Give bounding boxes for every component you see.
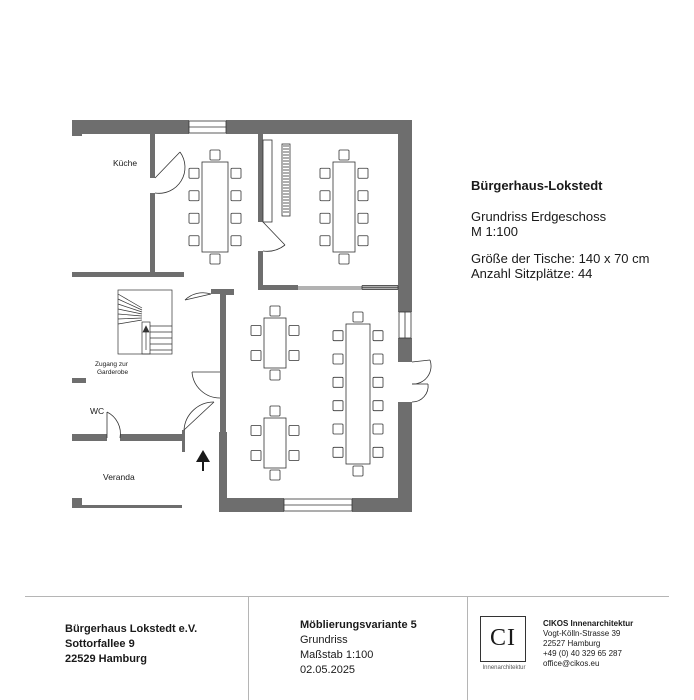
chair: [333, 424, 343, 434]
chair: [358, 236, 368, 246]
footer-client: [65, 622, 197, 667]
door-swing: [263, 245, 285, 251]
wall-segment: [150, 193, 155, 277]
chair: [189, 191, 199, 201]
company-street: Vogt-Kölln-Strasse 39: [543, 629, 621, 638]
chair: [320, 236, 330, 246]
logo-subtitle: Innenarchitektur: [482, 665, 526, 671]
table: [202, 162, 228, 252]
footer-column-divider: [248, 596, 249, 700]
wall-segment: [398, 120, 412, 312]
chair: [353, 466, 363, 476]
footer-divider: [25, 596, 669, 597]
table-size: Größe der Tische: 140 x 70 cm: [471, 251, 650, 266]
chair: [333, 354, 343, 364]
chair: [289, 426, 299, 436]
wall-segment: [398, 338, 412, 362]
chair: [231, 168, 241, 178]
wall-segment: [72, 120, 189, 134]
client-name: Bürgerhaus Lokstedt e.V.: [65, 623, 198, 635]
wall-segment: [182, 430, 185, 452]
stair-step: [118, 318, 142, 319]
plan-type: Grundriss: [300, 634, 348, 646]
counter: [263, 140, 272, 222]
chair: [333, 447, 343, 457]
chair: [373, 424, 383, 434]
door-swing: [412, 384, 428, 402]
company-name: CIKOS Innenarchitektur: [543, 619, 634, 628]
door-swing: [192, 372, 220, 398]
chair: [231, 236, 241, 246]
label-wardrobe-2: Garderobe: [97, 369, 129, 376]
chair: [231, 213, 241, 223]
client-city: 22529 Hamburg: [65, 653, 147, 665]
chair: [289, 351, 299, 361]
chair: [339, 254, 349, 264]
chair: [339, 150, 349, 160]
chair: [289, 451, 299, 461]
plan-info: [471, 178, 686, 281]
company-city: 22527 Hamburg: [543, 639, 601, 648]
stair-step: [118, 309, 142, 314]
plan-date: 02.05.2025: [300, 664, 356, 676]
building-title: Bürgerhaus-Lokstedt: [471, 178, 603, 193]
chair: [270, 370, 280, 380]
stair-step: [118, 314, 142, 316]
wall-segment: [72, 434, 107, 441]
wall-segment: [258, 134, 263, 222]
chair: [231, 191, 241, 201]
chair: [320, 191, 330, 201]
footer-plan-info: [300, 618, 417, 678]
door-leaf: [412, 360, 430, 362]
chair: [320, 168, 330, 178]
chair: [189, 213, 199, 223]
company-logo: [480, 616, 526, 662]
door-swing: [412, 360, 431, 384]
wall-segment: [398, 402, 412, 512]
plan-scale: M 1:100: [471, 224, 518, 239]
chair: [358, 168, 368, 178]
chair: [251, 351, 261, 361]
door-swing: [155, 152, 185, 193]
wall-segment: [226, 120, 412, 134]
door-swing: [107, 412, 120, 438]
door-leaf: [155, 152, 180, 178]
chair: [270, 306, 280, 316]
staircase: [118, 290, 172, 354]
chair: [373, 331, 383, 341]
arrows: [196, 450, 210, 471]
wall-segment: [120, 434, 182, 441]
wall-segment: [72, 272, 184, 277]
company-phone: +49 (0) 40 329 65 287: [543, 649, 622, 658]
chair: [373, 377, 383, 387]
label-kitchen: Küche: [113, 158, 138, 168]
logo-monogram: CI: [490, 625, 516, 651]
wall-segment: [226, 289, 234, 295]
chair: [210, 254, 220, 264]
table: [264, 318, 286, 368]
wall-segment: [72, 378, 86, 383]
furniture: [189, 150, 383, 480]
chair: [333, 331, 343, 341]
stair-step: [118, 320, 142, 324]
seat-count: Anzahl Sitzplätze: 44: [471, 266, 593, 281]
table: [333, 162, 355, 252]
wall-segment: [258, 285, 298, 290]
wall-segment: [352, 498, 412, 512]
label-wardrobe-1: Zugang zur: [95, 361, 128, 368]
plan-subtitle: Grundriss Erdgeschoss: [471, 209, 607, 224]
wall-segment: [226, 498, 284, 512]
chair: [358, 191, 368, 201]
wall-segment: [72, 505, 182, 508]
kitchen-counter: [263, 140, 290, 222]
client-street: Sottorfallee 9: [65, 638, 135, 650]
wall-segment: [150, 134, 155, 178]
company-email: office@cikos.eu: [543, 659, 600, 668]
chair: [189, 168, 199, 178]
stair-arrow: [143, 326, 149, 332]
chair: [373, 447, 383, 457]
chair: [353, 312, 363, 322]
label-veranda: Veranda: [103, 472, 135, 482]
wall-segment: [72, 120, 82, 136]
chair: [210, 150, 220, 160]
chair: [333, 401, 343, 411]
entrance-arrow-shaft: [202, 461, 204, 471]
chair: [358, 213, 368, 223]
chair: [373, 401, 383, 411]
door-leaf: [263, 222, 285, 245]
chair: [251, 451, 261, 461]
variant-title: Möblierungsvariante 5: [300, 619, 417, 631]
chair: [251, 326, 261, 336]
plan-scale-footer: Maßstab 1:100: [300, 649, 374, 661]
chair: [320, 213, 330, 223]
wall-segment: [72, 498, 82, 508]
chair: [189, 236, 199, 246]
label-wc: WC: [90, 406, 105, 416]
table: [346, 324, 370, 464]
wall-segment: [219, 432, 227, 512]
chair: [270, 406, 280, 416]
chair: [270, 470, 280, 480]
entrance-arrow-head: [196, 450, 210, 462]
chair: [333, 377, 343, 387]
chair: [373, 354, 383, 364]
table: [264, 418, 286, 468]
chair: [251, 426, 261, 436]
footer-company: [543, 619, 633, 669]
footer-column-divider: [467, 596, 468, 700]
chair: [289, 326, 299, 336]
wall-segment: [258, 251, 263, 289]
doors: [107, 152, 431, 438]
